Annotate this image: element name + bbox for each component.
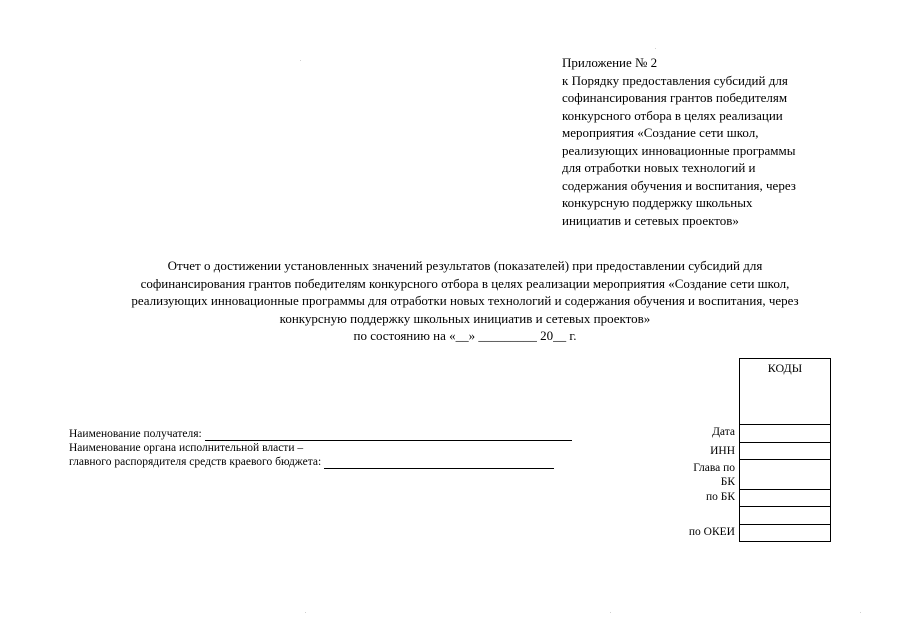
appendix-line: конкурсного отбора в целях реализации	[562, 107, 783, 123]
report-title-line: реализующих инновационные программы для отработки новых технологий и содержания обучения и воспитания, через	[131, 293, 799, 308]
recipient-name-field[interactable]	[205, 429, 572, 441]
report-title	[40, 257, 890, 345]
authority-label-row	[69, 441, 572, 455]
report-as-of-date: по состоянию на «__» _________ 20__ г.	[353, 328, 577, 343]
codes-cell-head-bk[interactable]	[740, 489, 830, 490]
codes-table	[739, 358, 831, 542]
codes-cell-by-bk[interactable]	[740, 506, 830, 507]
appendix-line: софинансирования грантов победителям	[562, 90, 788, 105]
recipient-name-row	[69, 427, 572, 441]
report-title-line: софинансирования грантов победителям конкурсного отбора в целях реализации мероприятия «Создание сети школ,	[140, 275, 790, 291]
scan-dot	[610, 612, 611, 613]
appendix-line: мероприятия «Создание сети школ,	[562, 125, 759, 140]
scan-dot	[860, 612, 861, 613]
authority-label-line1: Наименование органа исполнительной власти –	[69, 442, 304, 454]
report-title-line: Отчет о достижении установленных значений результатов (показателей) при предоставлении субсидий для	[167, 258, 763, 273]
report-title-line: конкурсную поддержку школьных инициатив и сетевых проектов»	[279, 310, 651, 326]
scan-dot	[300, 60, 301, 61]
code-label-by-okei: по ОКЕИ	[688, 526, 735, 538]
appendix-line: содержания обучения и воспитания, через	[562, 177, 796, 193]
appendix-title: Приложение № 2	[562, 55, 658, 70]
appendix-block	[562, 54, 862, 229]
recipient-section	[69, 427, 572, 469]
codes-cell-inn[interactable]	[740, 459, 830, 460]
recipient-name-label: Наименование получателя:	[69, 428, 202, 440]
codes-cell-date[interactable]	[740, 442, 830, 443]
codes-divider	[740, 424, 830, 425]
code-label-by-bk: по БК	[705, 491, 735, 503]
appendix-line: конкурсную поддержку школьных	[562, 195, 753, 210]
appendix-line: для отработки новых технологий и	[562, 160, 756, 175]
code-label-head-bk-1: Глава по	[693, 462, 735, 474]
codes-header: КОДЫ	[767, 361, 803, 375]
code-label-inn: ИНН	[710, 445, 735, 457]
authority-name-field[interactable]	[324, 457, 554, 469]
code-label-date: Дата	[712, 426, 735, 438]
scan-dot	[305, 612, 306, 613]
appendix-line: к Порядку предоставления субсидий для	[562, 72, 788, 88]
code-label-head-bk-2: БК	[720, 476, 735, 488]
codes-cell-empty[interactable]	[740, 524, 830, 525]
authority-label-line2: главного распорядителя средств краевого бюджета:	[69, 456, 322, 468]
scan-dot	[655, 48, 656, 49]
appendix-line: инициатив и сетевых проектов»	[562, 212, 739, 228]
authority-name-row	[69, 455, 572, 469]
appendix-line: реализующих инновационные программы	[562, 142, 796, 158]
